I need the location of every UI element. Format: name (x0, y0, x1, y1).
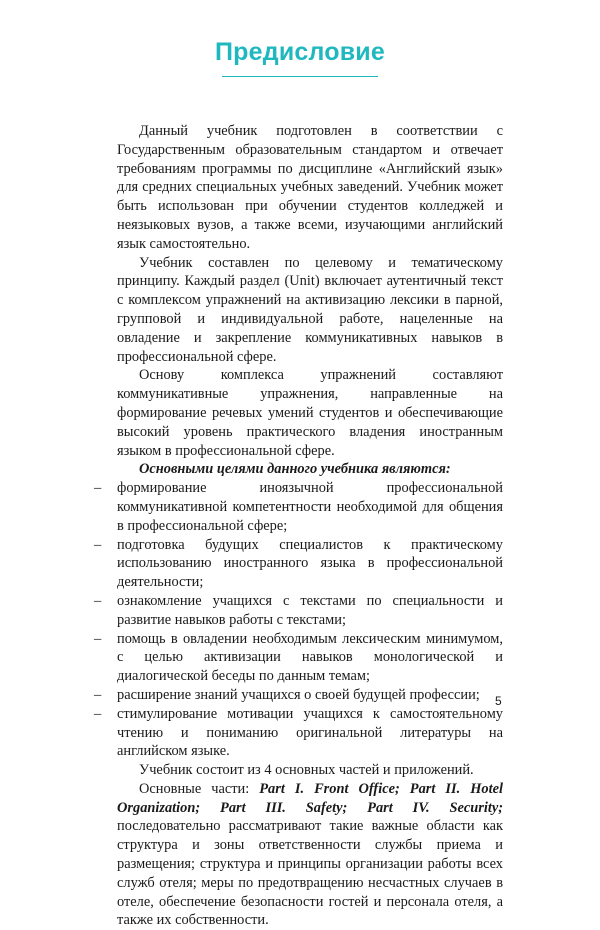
goals-heading: Основными целями данного учебника являются: (139, 461, 451, 478)
dash-marker: – (94, 630, 102, 647)
list-item (94, 479, 503, 535)
dash-marker: – (94, 480, 102, 497)
list-item-text: стимулирование мотивации учащихся к самостоятельному чтению и пониманию оригинальной литературы на английском языке. (117, 705, 503, 760)
list-item (94, 536, 503, 592)
paragraph-parts-count: Учебник состоит из 4 основных частей и приложений. (139, 762, 474, 779)
paragraph-main-parts (117, 780, 503, 930)
main-parts-lead: Основные части: (139, 780, 260, 797)
paragraph-exercises: Основу комплекса упражнений составляют коммуникативные упражнения, направленные на формирование речевых умений студентов и обеспечивающие высокий уровень практического владения иностранным языком в профессиональной сфере. (117, 367, 503, 459)
goals-list (94, 479, 503, 761)
page-number: 5 (495, 694, 502, 708)
dash-marker: – (94, 592, 102, 609)
dash-marker: – (94, 686, 102, 703)
list-item-text: подготовка будущих специалистов к практическому использованию иностранного языка в профессиональной деятельности; (117, 536, 503, 591)
list-item (94, 630, 503, 686)
paragraph-intro: Данный учебник подготовлен в соответствии с Государственным образовательным стандартом и отвечает требованиям программы по дисциплине «Английский язык» для средних специальных учебных заведений. Учебник может быть использован при обучении студентов колледжей и неязыковых вузов, а также всеми, изучающими английский язык самостоятельно. (117, 123, 503, 252)
page-title: Предисловие (215, 38, 385, 66)
preface-body (94, 122, 503, 930)
paragraph-principle: Учебник составлен по целевому и тематическому принципу. Каждый раздел (Unit) включает аутентичный текст с комплексом упражнений на активизацию лексики в парной, групповой и индивидуальной работе, нацеленные на овладение и закрепление коммуникативных навыков в профессиональной сфере. (117, 254, 503, 365)
list-item (94, 705, 503, 761)
dash-marker: – (94, 705, 102, 722)
list-item (94, 686, 503, 705)
list-item (94, 592, 503, 630)
main-parts-titles: Part I. Front Office; Part II. Hotel Organization; Part III. Safety; Part IV. Security; (117, 780, 503, 816)
list-item-text: расширение знаний учащихся о своей будущей профессии; (117, 686, 480, 703)
dash-marker: – (94, 536, 102, 553)
list-item-text: формирование иноязычной профессиональной коммуникативной компетентности необходимой для общения в профессиональной сфере; (117, 480, 503, 534)
title-underline (222, 76, 378, 77)
list-item-text: ознакомление учащихся с текстами по специальности и развитие навыков работы с текстами; (117, 592, 503, 628)
main-parts-description: последовательно рассматривают такие важные области как структура и зоны ответственности службы приема и размещения; структура и принципы организации работы всех служб отеля; меры по предотвращению несчастных случаев в отеле, обеспечение безопасности гостей и персонала отеля, а также их собственности. (117, 818, 503, 929)
list-item-text: помощь в овладении необходимым лексическим минимумом, с целью активизации навыков монологической и диалогической беседы по данным темам; (117, 630, 503, 685)
